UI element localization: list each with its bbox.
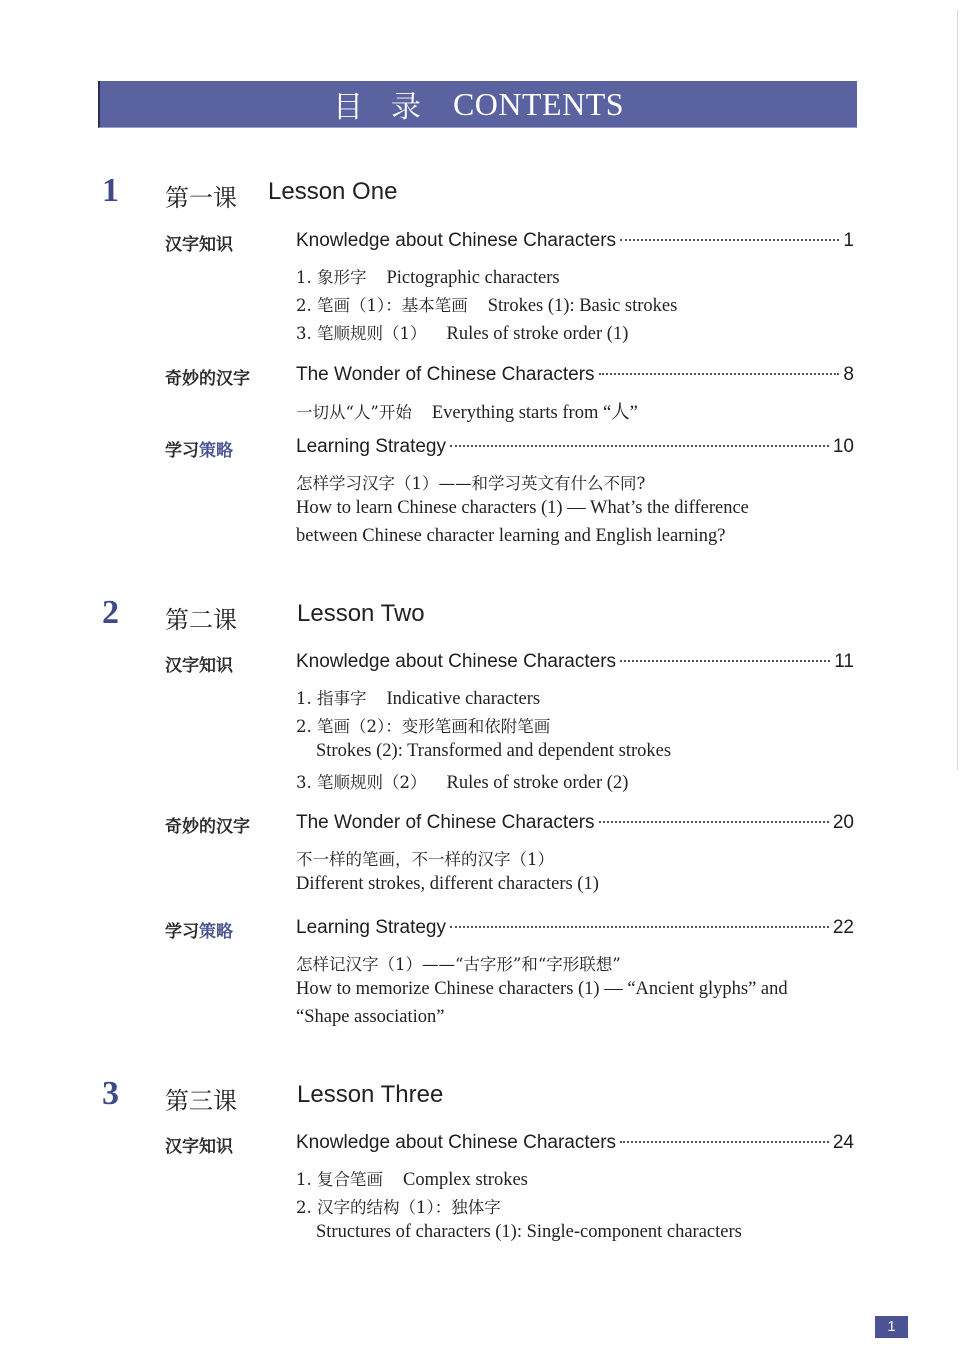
contents-title-en: CONTENTS (452, 85, 625, 122)
list-item: Structures of characters (1): Single-component characters (316, 1222, 742, 1242)
section-label: 学习策略 (165, 441, 233, 461)
entry-title: Knowledge about Chinese Characters (296, 230, 617, 251)
entry-title: Knowledge about Chinese Characters (296, 1132, 617, 1153)
entry-title: Knowledge about Chinese Characters (296, 651, 617, 672)
entry-title: The Wonder of Chinese Characters (296, 812, 595, 833)
list-item: 1. 象形字 Pictographic characters (296, 268, 560, 288)
list-item: between Chinese character learning and English learning? (296, 526, 726, 546)
lesson-title-zh: 第二课 (165, 606, 237, 634)
toc-entry-link[interactable] (296, 812, 854, 834)
lesson-title-zh: 第三课 (165, 1087, 237, 1115)
dot-leader (599, 373, 840, 375)
list-item: 3. 笔顺规则（1） Rules of stroke order (1) (296, 324, 629, 344)
entry-page-number: 20 (832, 812, 854, 833)
entry-page-number: 24 (832, 1132, 854, 1153)
lesson-title-en: Lesson Two (297, 600, 425, 627)
entry-page-number: 8 (843, 364, 854, 385)
list-item: Different strokes, different characters (1) (296, 874, 599, 894)
dot-leader (620, 660, 830, 662)
dot-leader (599, 821, 829, 823)
entry-page-number: 1 (843, 230, 854, 251)
toc-entry-link[interactable] (296, 651, 854, 673)
toc-entry-link[interactable] (296, 364, 854, 386)
lesson-title-en: Lesson Three (297, 1081, 444, 1108)
list-item: 2. 笔画（1）：基本笔画 Strokes (1): Basic strokes (296, 296, 678, 316)
lesson-title-en: Lesson One (268, 178, 398, 205)
toc-entry-link[interactable] (296, 917, 854, 939)
section-label: 汉字知识 (165, 1137, 233, 1157)
entry-title: Learning Strategy (296, 436, 446, 457)
dot-leader (620, 1141, 829, 1143)
list-item: 一切从“人”开始 Everything starts from “人” (296, 403, 638, 423)
list-item: 怎样学习汉字（1）——和学习英文有什么不同? (296, 474, 646, 493)
section-label: 汉字知识 (165, 656, 233, 676)
list-item: 不一样的笔画，不一样的汉字（1） (296, 850, 554, 869)
list-item: 3. 笔顺规则（2） Rules of stroke order (2) (296, 773, 629, 793)
lesson-title-zh: 第一课 (165, 184, 237, 212)
toc-entry-link[interactable] (296, 1132, 854, 1154)
list-item: How to learn Chinese characters (1) — What’s the difference (296, 498, 749, 518)
entry-page-number: 11 (834, 651, 854, 672)
entry-title: Learning Strategy (296, 917, 446, 938)
entry-page-number: 22 (832, 917, 854, 938)
list-item: Strokes (2): Transformed and dependent strokes (316, 741, 672, 761)
dot-leader (620, 239, 839, 241)
entry-page-number: 10 (832, 436, 854, 457)
section-label: 奇妙的汉字 (165, 817, 250, 837)
toc-entry-link[interactable] (296, 436, 854, 458)
page-number-badge: 1 (875, 1316, 908, 1338)
entry-title: The Wonder of Chinese Characters (296, 364, 595, 385)
dot-leader (450, 926, 829, 928)
list-item: 怎样记汉字（1）——“古字形”和“字形联想” (296, 955, 621, 974)
list-item: “Shape association” (296, 1007, 445, 1027)
contents-header-bar (98, 81, 857, 128)
lesson-number: 3 (102, 1075, 119, 1112)
lesson-number: 2 (102, 594, 119, 631)
lesson-number: 1 (102, 172, 119, 209)
toc-entry-link[interactable] (296, 230, 854, 252)
list-item: 1. 指事字 Indicative characters (296, 689, 541, 709)
list-item: 1. 复合笔画 Complex strokes (296, 1170, 528, 1190)
page-edge-line (957, 10, 958, 770)
list-item: 2. 笔画（2）：变形笔画和依附笔画 (296, 717, 551, 736)
list-item: How to memorize Chinese characters (1) — “Ancient glyphs” and (296, 979, 788, 999)
section-label: 学习策略 (165, 922, 233, 942)
list-item: 2. 汉字的结构（1）：独体字 (296, 1198, 501, 1217)
section-label: 汉字知识 (165, 235, 233, 255)
contents-title-zh: 目录 (332, 90, 449, 125)
dot-leader (450, 445, 829, 447)
section-label: 奇妙的汉字 (165, 369, 250, 389)
